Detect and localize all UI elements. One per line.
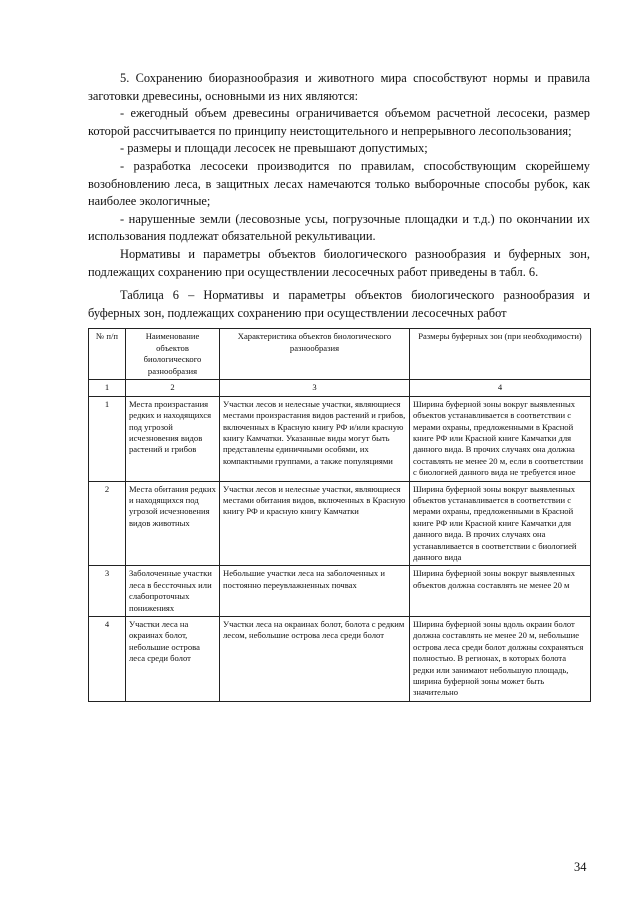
paragraph-item-volume: - ежегодный объем древесины ограничивается объемом расчетной лесосеки, размер которой рассчитывается по принципу неистощительного и непрерывного лесопользования; bbox=[88, 106, 590, 138]
row-object-name: Заболоченные участки леса в бессточных или слабопроточных понижениях bbox=[126, 566, 220, 617]
row-characteristic: Участки лесов и нелесные участки, являющиеся местами произрастания видов растений и грибов, включенных в Красную книгу РФ и/или красную книгу Камчатки. Указанные виды могут быть представлены единичными особями, их компактными группами, а также популяциями bbox=[220, 396, 410, 481]
column-number: 1 bbox=[89, 380, 126, 396]
row-number: 1 bbox=[89, 396, 126, 481]
page-number: 34 bbox=[574, 860, 587, 874]
row-buffer: Ширина буферной зоны вокруг выявленных объектов устанавливается в соответствии с мерами охраны, предложенными в Красной книге РФ или Красной книге Камчатки для данного вида. В прочих случаях она должна составлять не менее 20 м, если в соответствии с биологией данного вида не требуется иное bbox=[410, 396, 591, 481]
row-buffer: Ширина буферной зоны вдоль окраин болот должна составлять не менее 20 м, небольшие острова леса среди болот должны сохраняться полностью. В регионах, в которых болота редки или занимают небольшую площадь, ширина буферной зоны может быть значительно bbox=[410, 617, 591, 702]
row-buffer: Ширина буферной зоны вокруг выявленных объектов должна составлять не менее 20 м bbox=[410, 566, 591, 617]
row-number: 2 bbox=[89, 481, 126, 566]
row-number: 3 bbox=[89, 566, 126, 617]
row-number: 4 bbox=[89, 617, 126, 702]
row-object-name: Места произрастания редких и находящихся под угрозой исчезновения видов растений и грибов bbox=[126, 396, 220, 481]
table-header-row bbox=[89, 329, 591, 380]
row-object-name: Места обитания редких и находящихся под угрозой исчезновения видов животных bbox=[126, 481, 220, 566]
row-characteristic: Участки леса на окраинах болот, болота с редким лесом, небольшие острова леса среди болот bbox=[220, 617, 410, 702]
norms-table bbox=[88, 328, 591, 702]
table-row bbox=[89, 481, 591, 566]
paragraph-item-size: - размеры и площади лесосек не превышают допустимых; bbox=[120, 141, 428, 156]
table-row bbox=[89, 566, 591, 617]
header-characteristic: Характеристика объектов биологического разнообразия bbox=[220, 329, 410, 380]
document-page bbox=[88, 70, 590, 702]
paragraph-item-logging: - разработка лесосеки производится по правилам, способствующим скорейшему возобновлению леса, в защитных лесах намечаются только выборочные способы рубок, как наиболее экологичные; bbox=[88, 158, 590, 209]
column-number: 4 bbox=[410, 380, 591, 396]
row-characteristic: Небольшие участки леса на заболоченных и постоянно переувлажненных почвах bbox=[220, 566, 410, 617]
column-number: 2 bbox=[126, 380, 220, 396]
paragraph-norms: Нормативы и параметры объектов биологического разнообразия и буферных зон, подлежащих сохранению при осуществлении лесосечных работ приведены в табл. 6. bbox=[88, 246, 590, 279]
header-buffer-size: Размеры буферных зон (при необходимости) bbox=[410, 329, 591, 380]
paragraph-intro: 5. Сохранению биоразнообразия и животного мира способствуют нормы и правила заготовки древесины, основными из них являются: bbox=[88, 71, 590, 103]
row-object-name: Участки леса на окраинах болот, небольшие острова леса среди болот bbox=[126, 617, 220, 702]
header-object-name: Наименование объектов биологического разнообразия bbox=[126, 329, 220, 380]
row-characteristic: Участки лесов и нелесные участки, являющиеся местами обитания видов, включенных в Красную книгу РФ и красную книгу Камчатки bbox=[220, 481, 410, 566]
header-number: № п/п bbox=[89, 329, 126, 380]
table-caption: Таблица 6 – Нормативы и параметры объектов биологического разнообразия и буферных зон, подлежащих сохранению при осуществлении лесосечных работ bbox=[88, 288, 590, 320]
row-buffer: Ширина буферной зоны вокруг выявленных объектов устанавливается в соответствии с мерами охраны, предложенными в Красной книге РФ или Красной книге Камчатки для данного вида. В прочих случаях она устанавливается в соответствии с биологией данного вида bbox=[410, 481, 591, 566]
table-column-number-row bbox=[89, 380, 591, 396]
table-row bbox=[89, 396, 591, 481]
column-number: 3 bbox=[220, 380, 410, 396]
paragraph-item-land: - нарушенные земли (лесовозные усы, погрузочные площадки и т.д.) по окончании их использования подлежат обязательной рекультивации. bbox=[88, 211, 590, 244]
table-row bbox=[89, 617, 591, 702]
